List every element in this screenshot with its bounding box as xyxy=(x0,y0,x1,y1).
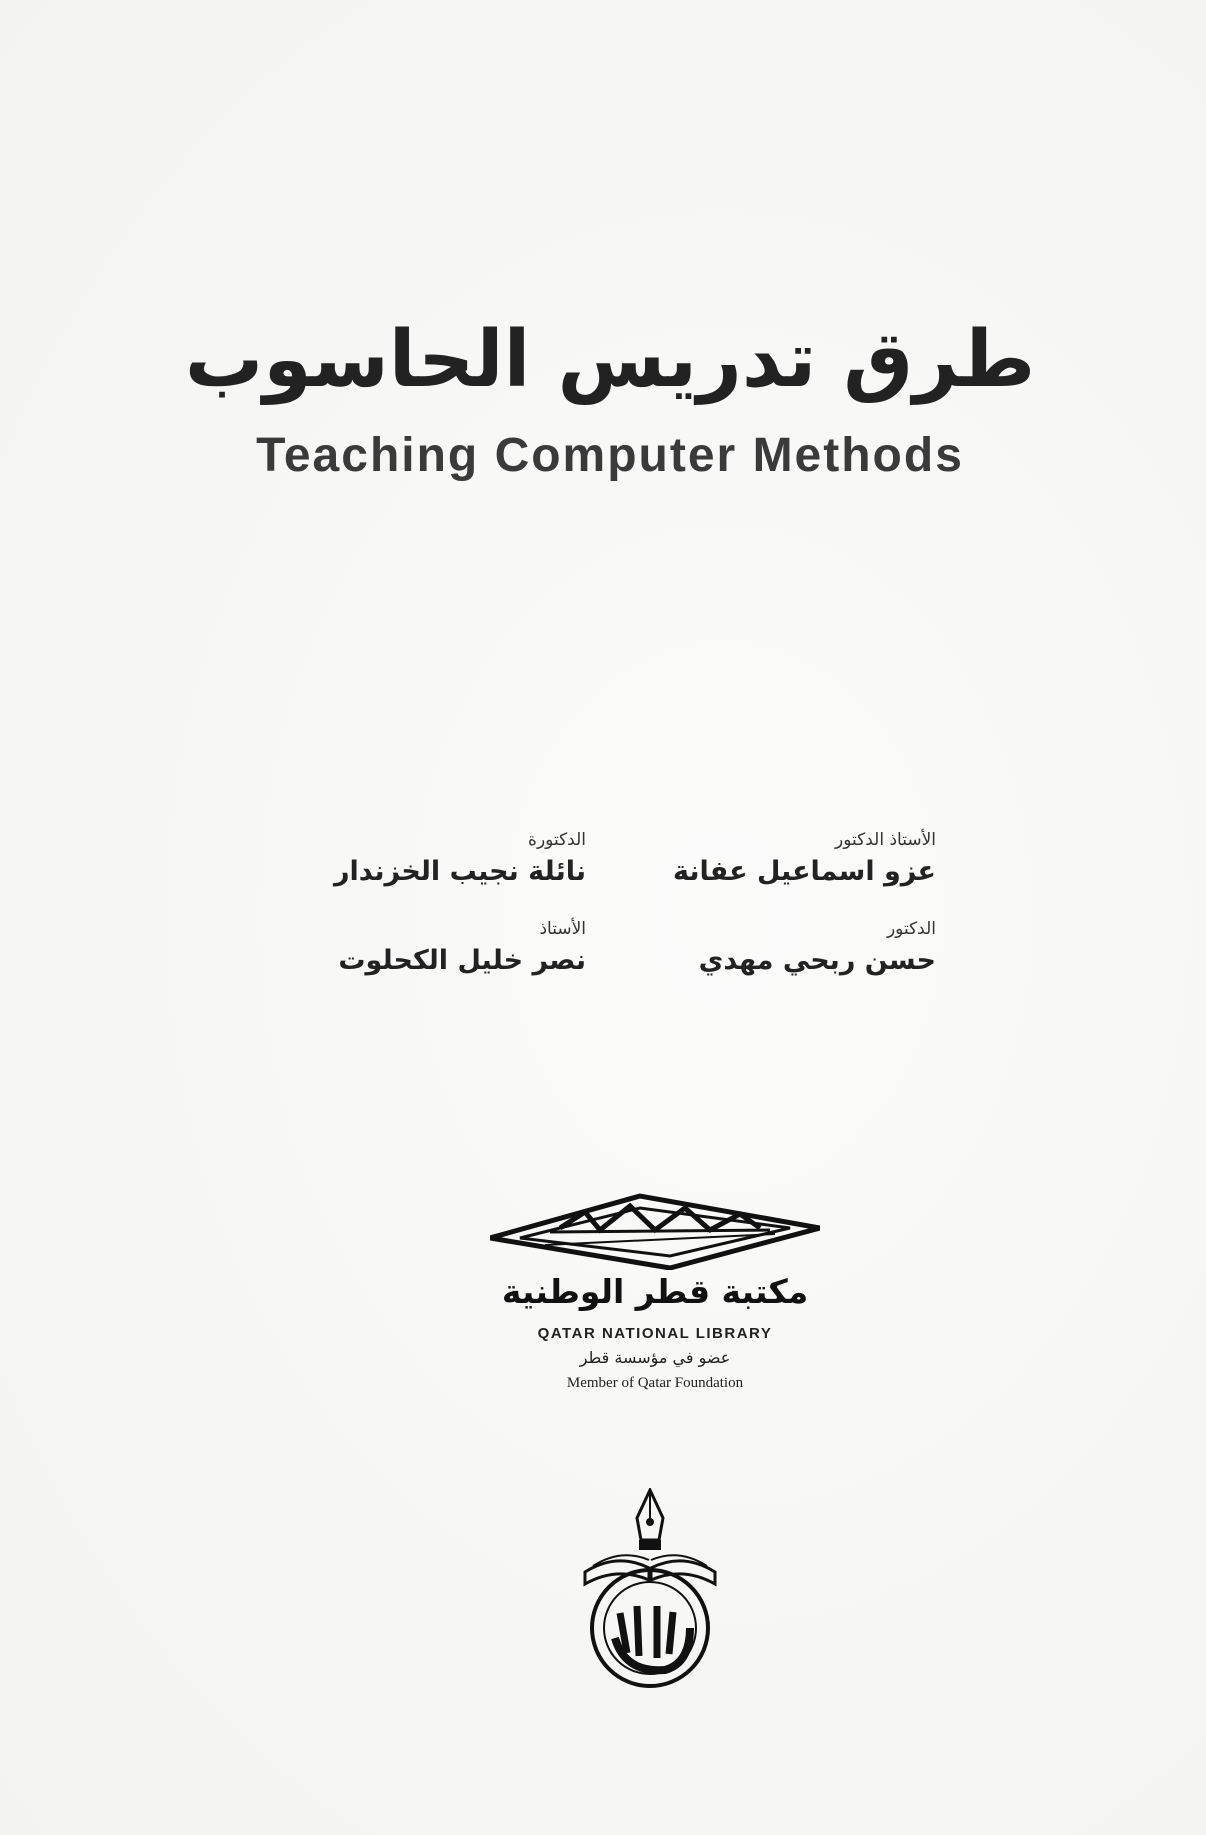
pen-nib-book-icon xyxy=(565,1488,735,1688)
member-note-arabic: عضو في مؤسسة قطر xyxy=(579,1348,731,1367)
author-1 xyxy=(616,830,936,887)
author-2 xyxy=(266,830,586,887)
author-role: الدكتورة xyxy=(528,830,586,850)
author-name: نائلة نجيب الخزندار xyxy=(334,856,586,887)
qnl-bridge-icon xyxy=(490,1190,820,1270)
qatar-national-library-stamp xyxy=(490,1180,820,1470)
author-3 xyxy=(616,919,936,976)
author-4 xyxy=(266,919,586,976)
library-name-arabic: مكتبة قطر الوطنية xyxy=(501,1272,809,1311)
author-role: الأستاذ الدكتور xyxy=(835,830,936,850)
publisher-logo xyxy=(565,1488,735,1688)
book-title-english: Teaching Computer Methods xyxy=(256,429,964,482)
author-name: نصر خليل الكحلوت xyxy=(338,945,586,976)
library-name-english: QATAR NATIONAL LIBRARY xyxy=(537,1325,773,1342)
book-title-arabic: طرق تدريس الحاسوب xyxy=(184,315,1036,405)
member-note-english: Member of Qatar Foundation xyxy=(566,1375,744,1391)
author-role: الأستاذ xyxy=(539,919,586,939)
author-name: عزو اسماعيل عفانة xyxy=(673,856,936,887)
author-name: حسن ربحي مهدي xyxy=(698,945,936,976)
author-role: الدكتور xyxy=(886,919,936,939)
